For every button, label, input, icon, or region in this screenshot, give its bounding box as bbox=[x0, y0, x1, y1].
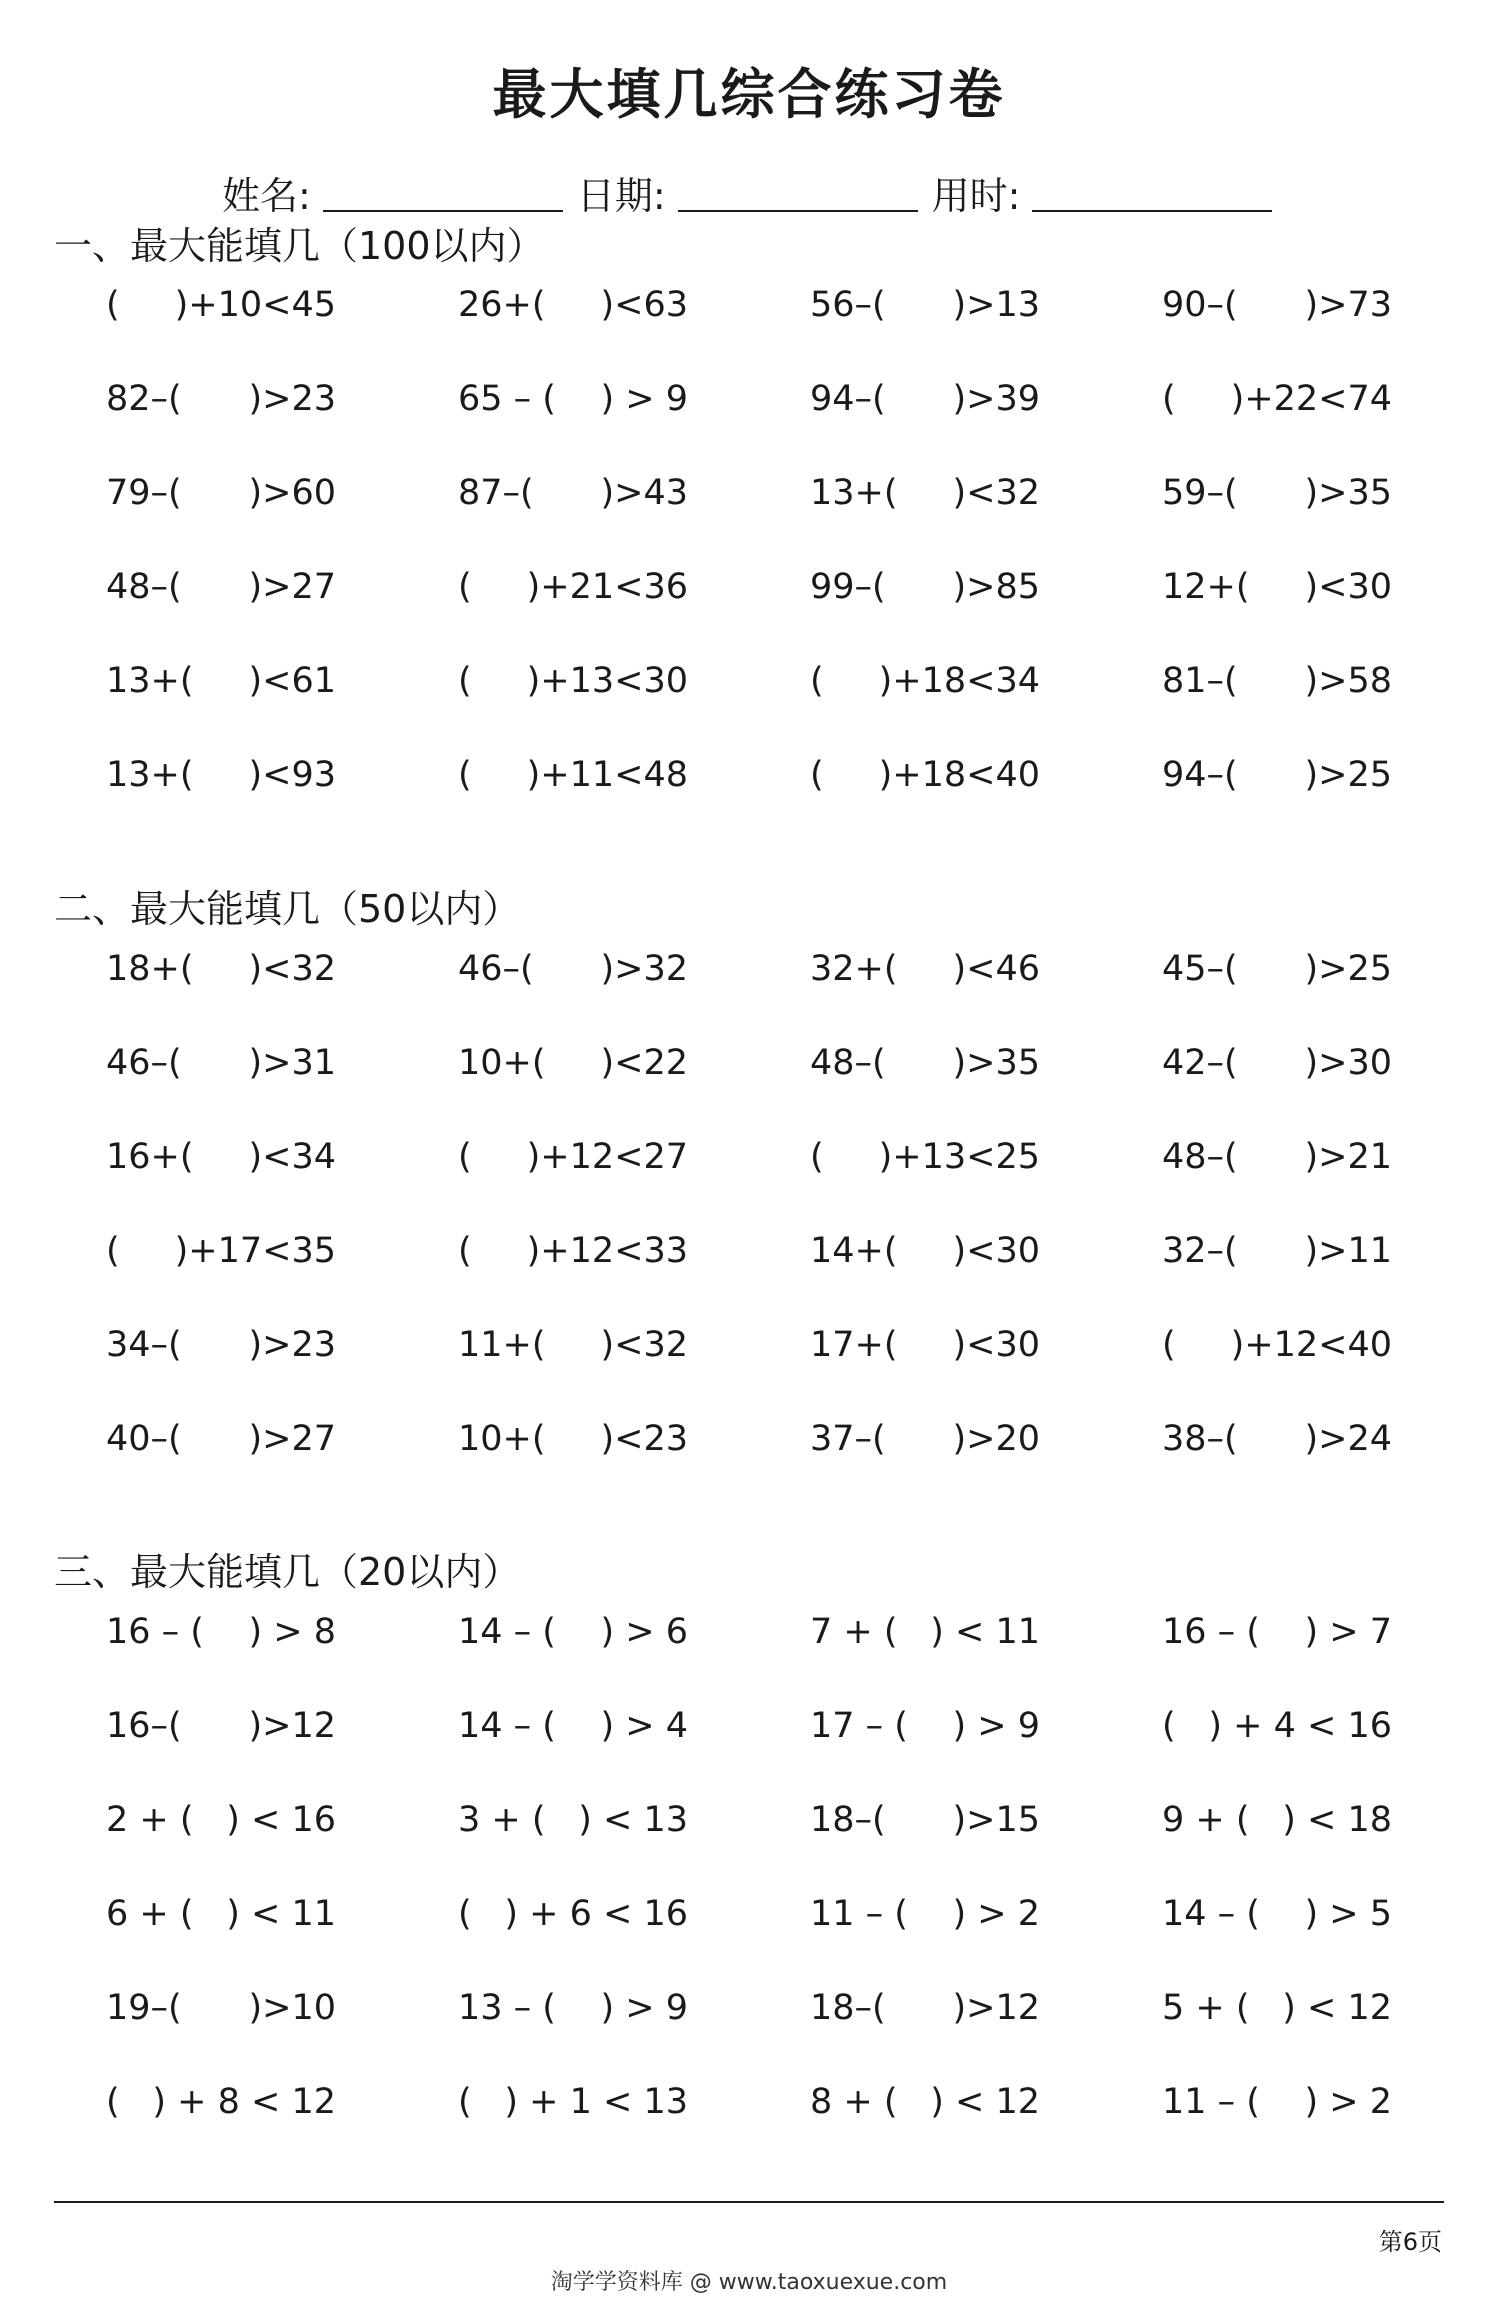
problem-item[interactable] bbox=[458, 374, 688, 424]
problem-right-part: ) < 13 bbox=[578, 1800, 688, 1840]
problem-item[interactable] bbox=[810, 1607, 1040, 1657]
problem-left-part: 13+( bbox=[106, 661, 194, 701]
problem-item[interactable] bbox=[810, 2077, 1040, 2127]
problem-item[interactable] bbox=[106, 1320, 336, 1370]
problem-right-part: ) + 8 < 12 bbox=[152, 2082, 336, 2122]
problem-item[interactable] bbox=[1162, 2077, 1392, 2127]
problem-left-part: 26+( bbox=[458, 285, 546, 325]
problem-left-part: 34–( bbox=[106, 1325, 182, 1365]
problem-left-part: 18–( bbox=[810, 1988, 886, 2028]
problem-item[interactable] bbox=[1162, 656, 1392, 706]
problem-left-part: 14 – ( bbox=[458, 1706, 556, 1746]
problem-left-part: 56–( bbox=[810, 285, 886, 325]
problem-item[interactable] bbox=[1162, 1038, 1392, 1088]
problem-item[interactable] bbox=[458, 1320, 688, 1370]
problem-item[interactable] bbox=[1162, 562, 1392, 612]
problem-right-part: )+10<45 bbox=[174, 285, 336, 325]
problem-right-part: ) > 6 bbox=[600, 1612, 688, 1652]
problem-item[interactable] bbox=[458, 1795, 688, 1845]
page-title: 最大填几综合练习卷 bbox=[492, 63, 1006, 126]
problem-left-part: 16–( bbox=[106, 1706, 182, 1746]
problem-left-part: ( bbox=[106, 1231, 120, 1271]
problem-right-part: )>23 bbox=[248, 1325, 336, 1365]
problem-item[interactable] bbox=[458, 468, 688, 518]
problem-right-part: )+18<34 bbox=[878, 661, 1040, 701]
problem-left-part: 14 – ( bbox=[458, 1612, 556, 1652]
section-title-2: 二、最大能填几（50以内） bbox=[54, 887, 521, 931]
problem-left-part: 38–( bbox=[1162, 1419, 1238, 1459]
problem-right-part: ) > 5 bbox=[1304, 1894, 1392, 1934]
problem-right-part: ) > 2 bbox=[1304, 2082, 1392, 2122]
date-blank[interactable] bbox=[678, 210, 918, 212]
problem-left-part: ( bbox=[106, 2082, 120, 2122]
problem-right-part: )<32 bbox=[600, 1325, 688, 1365]
problem-item[interactable] bbox=[810, 1983, 1040, 2033]
problem-left-part: 18–( bbox=[810, 1800, 886, 1840]
problem-left-part: 48–( bbox=[1162, 1137, 1238, 1177]
problem-item[interactable] bbox=[106, 468, 336, 518]
problem-right-part: )>10 bbox=[248, 1988, 336, 2028]
problem-item[interactable] bbox=[458, 2077, 688, 2127]
problem-left-part: ( bbox=[810, 661, 824, 701]
problem-left-part: 9 + ( bbox=[1162, 1800, 1250, 1840]
problem-item[interactable] bbox=[106, 1226, 336, 1276]
problem-left-part: ( bbox=[1162, 1706, 1176, 1746]
problem-item[interactable] bbox=[458, 280, 688, 330]
problem-item[interactable] bbox=[106, 656, 336, 706]
problem-item[interactable] bbox=[1162, 468, 1392, 518]
problem-right-part: )>23 bbox=[248, 379, 336, 419]
problem-right-part: )>85 bbox=[952, 567, 1040, 607]
problem-item[interactable] bbox=[106, 1038, 336, 1088]
problem-left-part: 81–( bbox=[1162, 661, 1238, 701]
problem-left-part: 17+( bbox=[810, 1325, 898, 1365]
problem-right-part: )<30 bbox=[952, 1231, 1040, 1271]
problem-item[interactable] bbox=[106, 562, 336, 612]
problem-right-part: )<30 bbox=[1304, 567, 1392, 607]
problem-item[interactable] bbox=[106, 280, 336, 330]
problem-item[interactable] bbox=[458, 1607, 688, 1657]
footer-divider bbox=[54, 2201, 1444, 2203]
problem-right-part: )>27 bbox=[248, 567, 336, 607]
problem-left-part: 16 – ( bbox=[1162, 1612, 1260, 1652]
problem-left-part: 59–( bbox=[1162, 473, 1238, 513]
problem-left-part: 8 + ( bbox=[810, 2082, 898, 2122]
problem-left-part: 14+( bbox=[810, 1231, 898, 1271]
time-blank[interactable] bbox=[1032, 210, 1272, 212]
problem-right-part: )+21<36 bbox=[526, 567, 688, 607]
problem-right-part: ) < 18 bbox=[1282, 1800, 1392, 1840]
problem-right-part: )+17<35 bbox=[174, 1231, 336, 1271]
problem-item[interactable] bbox=[458, 1414, 688, 1464]
problem-left-part: 10+( bbox=[458, 1043, 546, 1083]
problem-left-part: 99–( bbox=[810, 567, 886, 607]
problem-right-part: )>58 bbox=[1304, 661, 1392, 701]
problem-item[interactable] bbox=[810, 468, 1040, 518]
problem-item[interactable] bbox=[106, 1132, 336, 1182]
problem-right-part: ) > 7 bbox=[1304, 1612, 1392, 1652]
problem-left-part: 13+( bbox=[810, 473, 898, 513]
problem-left-part: ( bbox=[106, 285, 120, 325]
problem-right-part: )<46 bbox=[952, 949, 1040, 989]
problem-left-part: 32+( bbox=[810, 949, 898, 989]
problem-right-part: )>27 bbox=[248, 1419, 336, 1459]
problem-left-part: 90–( bbox=[1162, 285, 1238, 325]
problem-row bbox=[0, 562, 1498, 612]
problem-right-part: )>73 bbox=[1304, 285, 1392, 325]
problem-item[interactable] bbox=[106, 1607, 336, 1657]
problem-left-part: ( bbox=[458, 1894, 472, 1934]
problem-item[interactable] bbox=[458, 1983, 688, 2033]
problem-row bbox=[0, 1983, 1498, 2033]
problem-item[interactable] bbox=[458, 1132, 688, 1182]
problem-left-part: 10+( bbox=[458, 1419, 546, 1459]
problem-right-part: )+22<74 bbox=[1230, 379, 1392, 419]
problem-left-part: ( bbox=[1162, 379, 1176, 419]
problem-left-part: 11 – ( bbox=[810, 1894, 908, 1934]
problem-item[interactable] bbox=[810, 1038, 1040, 1088]
problem-left-part: 82–( bbox=[106, 379, 182, 419]
problem-left-part: 45–( bbox=[1162, 949, 1238, 989]
section-title-1: 一、最大能填几（100以内） bbox=[54, 224, 545, 268]
problem-right-part: )+13<25 bbox=[878, 1137, 1040, 1177]
problem-item[interactable] bbox=[810, 656, 1040, 706]
problem-row bbox=[0, 280, 1498, 330]
problem-row bbox=[0, 656, 1498, 706]
problem-row bbox=[0, 2077, 1498, 2127]
problem-row bbox=[0, 468, 1498, 518]
problem-right-part: )+18<40 bbox=[878, 755, 1040, 795]
problem-item[interactable] bbox=[1162, 1983, 1392, 2033]
problem-left-part: 11 – ( bbox=[1162, 2082, 1260, 2122]
problem-item[interactable] bbox=[810, 374, 1040, 424]
problem-row bbox=[0, 1132, 1498, 1182]
problem-left-part: 13 – ( bbox=[458, 1988, 556, 2028]
problem-right-part: )>30 bbox=[1304, 1043, 1392, 1083]
problem-item[interactable] bbox=[106, 944, 336, 994]
section-title-3: 三、最大能填几（20以内） bbox=[54, 1550, 521, 1594]
problem-item[interactable] bbox=[1162, 1607, 1392, 1657]
problem-right-part: )>31 bbox=[248, 1043, 336, 1083]
problem-right-part: )>35 bbox=[952, 1043, 1040, 1083]
problem-right-part: ) < 11 bbox=[226, 1894, 336, 1934]
problem-item[interactable] bbox=[1162, 1320, 1392, 1370]
problem-right-part: )>11 bbox=[1304, 1231, 1392, 1271]
problem-item[interactable] bbox=[810, 1889, 1040, 1939]
problem-item[interactable] bbox=[810, 1414, 1040, 1464]
problem-right-part: )<93 bbox=[248, 755, 336, 795]
problem-item[interactable] bbox=[106, 1983, 336, 2033]
problem-right-part: )>32 bbox=[600, 949, 688, 989]
problem-right-part: )>39 bbox=[952, 379, 1040, 419]
problem-right-part: ) + 1 < 13 bbox=[504, 2082, 688, 2122]
problem-row bbox=[0, 1320, 1498, 1370]
problem-right-part: ) < 12 bbox=[1282, 1988, 1392, 2028]
problem-item[interactable] bbox=[458, 1889, 688, 1939]
problem-left-part: 32–( bbox=[1162, 1231, 1238, 1271]
problem-left-part: 13+( bbox=[106, 755, 194, 795]
problem-right-part: ) < 12 bbox=[930, 2082, 1040, 2122]
problem-right-part: )>24 bbox=[1304, 1419, 1392, 1459]
problem-left-part: 48–( bbox=[810, 1043, 886, 1083]
problem-left-part: ( bbox=[810, 1137, 824, 1177]
problem-right-part: )>20 bbox=[952, 1419, 1040, 1459]
problem-right-part: )+11<48 bbox=[526, 755, 688, 795]
problem-left-part: ( bbox=[458, 2082, 472, 2122]
problem-item[interactable] bbox=[458, 562, 688, 612]
problem-right-part: )<34 bbox=[248, 1137, 336, 1177]
problem-left-part: ( bbox=[458, 567, 472, 607]
problem-right-part: ) > 9 bbox=[952, 1706, 1040, 1746]
problem-right-part: )>35 bbox=[1304, 473, 1392, 513]
problem-left-part: 40–( bbox=[106, 1419, 182, 1459]
problem-item[interactable] bbox=[810, 1132, 1040, 1182]
problem-left-part: ( bbox=[458, 1231, 472, 1271]
problem-item[interactable] bbox=[810, 1795, 1040, 1845]
problem-row bbox=[0, 944, 1498, 994]
problem-right-part: )>13 bbox=[952, 285, 1040, 325]
problem-item[interactable] bbox=[458, 944, 688, 994]
problem-row bbox=[0, 1226, 1498, 1276]
problem-left-part: 12+( bbox=[1162, 567, 1250, 607]
problem-right-part: )>12 bbox=[248, 1706, 336, 1746]
watermark-text: 淘学学资料库 @ www.taoxuexue.com bbox=[550, 2270, 948, 2295]
problem-item[interactable] bbox=[1162, 750, 1392, 800]
problem-item[interactable] bbox=[458, 1701, 688, 1751]
name-blank[interactable] bbox=[323, 210, 563, 212]
problem-item[interactable] bbox=[810, 944, 1040, 994]
problem-item[interactable] bbox=[1162, 374, 1392, 424]
problem-left-part: 65 – ( bbox=[458, 379, 556, 419]
problem-left-part: 94–( bbox=[1162, 755, 1238, 795]
problem-right-part: ) > 4 bbox=[600, 1706, 688, 1746]
problem-item[interactable] bbox=[1162, 1414, 1392, 1464]
problem-left-part: ( bbox=[458, 661, 472, 701]
problem-right-part: )>25 bbox=[1304, 949, 1392, 989]
problem-left-part: 6 + ( bbox=[106, 1894, 194, 1934]
problem-row bbox=[0, 1795, 1498, 1845]
problem-right-part: )<32 bbox=[248, 949, 336, 989]
problem-row bbox=[0, 1701, 1498, 1751]
problem-item[interactable] bbox=[810, 1701, 1040, 1751]
problem-right-part: )>21 bbox=[1304, 1137, 1392, 1177]
problem-left-part: 94–( bbox=[810, 379, 886, 419]
student-info-row bbox=[222, 164, 1286, 220]
problem-left-part: 17 – ( bbox=[810, 1706, 908, 1746]
problem-item[interactable] bbox=[1162, 1795, 1392, 1845]
problem-row bbox=[0, 1414, 1498, 1464]
problem-left-part: 79–( bbox=[106, 473, 182, 513]
problem-right-part: ) < 11 bbox=[930, 1612, 1040, 1652]
problem-item[interactable] bbox=[810, 562, 1040, 612]
problem-left-part: 7 + ( bbox=[810, 1612, 898, 1652]
problem-row bbox=[0, 1038, 1498, 1088]
problem-right-part: )>25 bbox=[1304, 755, 1392, 795]
problem-left-part: ( bbox=[810, 755, 824, 795]
problem-item[interactable] bbox=[458, 1226, 688, 1276]
problem-left-part: ( bbox=[1162, 1325, 1176, 1365]
problem-right-part: )>15 bbox=[952, 1800, 1040, 1840]
problem-item[interactable] bbox=[1162, 1889, 1392, 1939]
problem-item[interactable] bbox=[106, 374, 336, 424]
problem-item[interactable] bbox=[106, 1701, 336, 1751]
problem-item[interactable] bbox=[458, 750, 688, 800]
problem-item[interactable] bbox=[1162, 280, 1392, 330]
problem-right-part: ) > 9 bbox=[600, 1988, 688, 2028]
problem-left-part: 3 + ( bbox=[458, 1800, 546, 1840]
problem-left-part: 48–( bbox=[106, 567, 182, 607]
problem-item[interactable] bbox=[106, 1889, 336, 1939]
problem-right-part: ) > 9 bbox=[600, 379, 688, 419]
problem-right-part: )>43 bbox=[600, 473, 688, 513]
problem-left-part: 16+( bbox=[106, 1137, 194, 1177]
problem-left-part: 16 – ( bbox=[106, 1612, 204, 1652]
problem-left-part: ( bbox=[458, 1137, 472, 1177]
problem-right-part: ) > 2 bbox=[952, 1894, 1040, 1934]
problem-item[interactable] bbox=[458, 1038, 688, 1088]
problem-item[interactable] bbox=[810, 750, 1040, 800]
name-label: 姓名: bbox=[222, 174, 311, 218]
problem-left-part: 14 – ( bbox=[1162, 1894, 1260, 1934]
problem-item[interactable] bbox=[458, 656, 688, 706]
time-label: 用时: bbox=[931, 174, 1021, 218]
problem-left-part: 87–( bbox=[458, 473, 534, 513]
problem-item[interactable] bbox=[106, 750, 336, 800]
problem-left-part: 2 + ( bbox=[106, 1800, 194, 1840]
problem-left-part: 18+( bbox=[106, 949, 194, 989]
date-label: 日期: bbox=[576, 174, 666, 218]
problem-item[interactable] bbox=[1162, 944, 1392, 994]
problem-row bbox=[0, 1607, 1498, 1657]
problem-item[interactable] bbox=[810, 1226, 1040, 1276]
problem-item[interactable] bbox=[810, 280, 1040, 330]
problem-left-part: 11+( bbox=[458, 1325, 546, 1365]
problem-right-part: )>60 bbox=[248, 473, 336, 513]
problem-item[interactable] bbox=[1162, 1701, 1392, 1751]
problem-item[interactable] bbox=[106, 1795, 336, 1845]
problem-right-part: )+12<33 bbox=[526, 1231, 688, 1271]
problem-right-part: )>12 bbox=[952, 1988, 1040, 2028]
problem-right-part: )<32 bbox=[952, 473, 1040, 513]
problem-left-part: 46–( bbox=[106, 1043, 182, 1083]
problem-item[interactable] bbox=[106, 1414, 336, 1464]
problem-right-part: )+12<40 bbox=[1230, 1325, 1392, 1365]
problem-right-part: )<30 bbox=[952, 1325, 1040, 1365]
problem-right-part: )<61 bbox=[248, 661, 336, 701]
problem-left-part: 5 + ( bbox=[1162, 1988, 1250, 2028]
problem-right-part: )+13<30 bbox=[526, 661, 688, 701]
problem-right-part: )+12<27 bbox=[526, 1137, 688, 1177]
problem-item[interactable] bbox=[810, 1320, 1040, 1370]
problem-right-part: ) + 4 < 16 bbox=[1208, 1706, 1392, 1746]
problem-left-part: 19–( bbox=[106, 1988, 182, 2028]
problem-left-part: 37–( bbox=[810, 1419, 886, 1459]
problem-right-part: ) > 8 bbox=[248, 1612, 336, 1652]
problem-item[interactable] bbox=[1162, 1226, 1392, 1276]
problem-left-part: 42–( bbox=[1162, 1043, 1238, 1083]
problem-row bbox=[0, 750, 1498, 800]
problem-row bbox=[0, 1889, 1498, 1939]
problem-right-part: ) + 6 < 16 bbox=[504, 1894, 688, 1934]
problem-left-part: 46–( bbox=[458, 949, 534, 989]
problem-item[interactable] bbox=[106, 2077, 336, 2127]
page-number: 第6页 bbox=[1378, 2228, 1442, 2256]
problem-row bbox=[0, 374, 1498, 424]
problem-right-part: ) < 16 bbox=[226, 1800, 336, 1840]
problem-item[interactable] bbox=[1162, 1132, 1392, 1182]
problem-right-part: )<63 bbox=[600, 285, 688, 325]
problem-left-part: ( bbox=[458, 755, 472, 795]
problem-right-part: )<22 bbox=[600, 1043, 688, 1083]
problem-right-part: )<23 bbox=[600, 1419, 688, 1459]
